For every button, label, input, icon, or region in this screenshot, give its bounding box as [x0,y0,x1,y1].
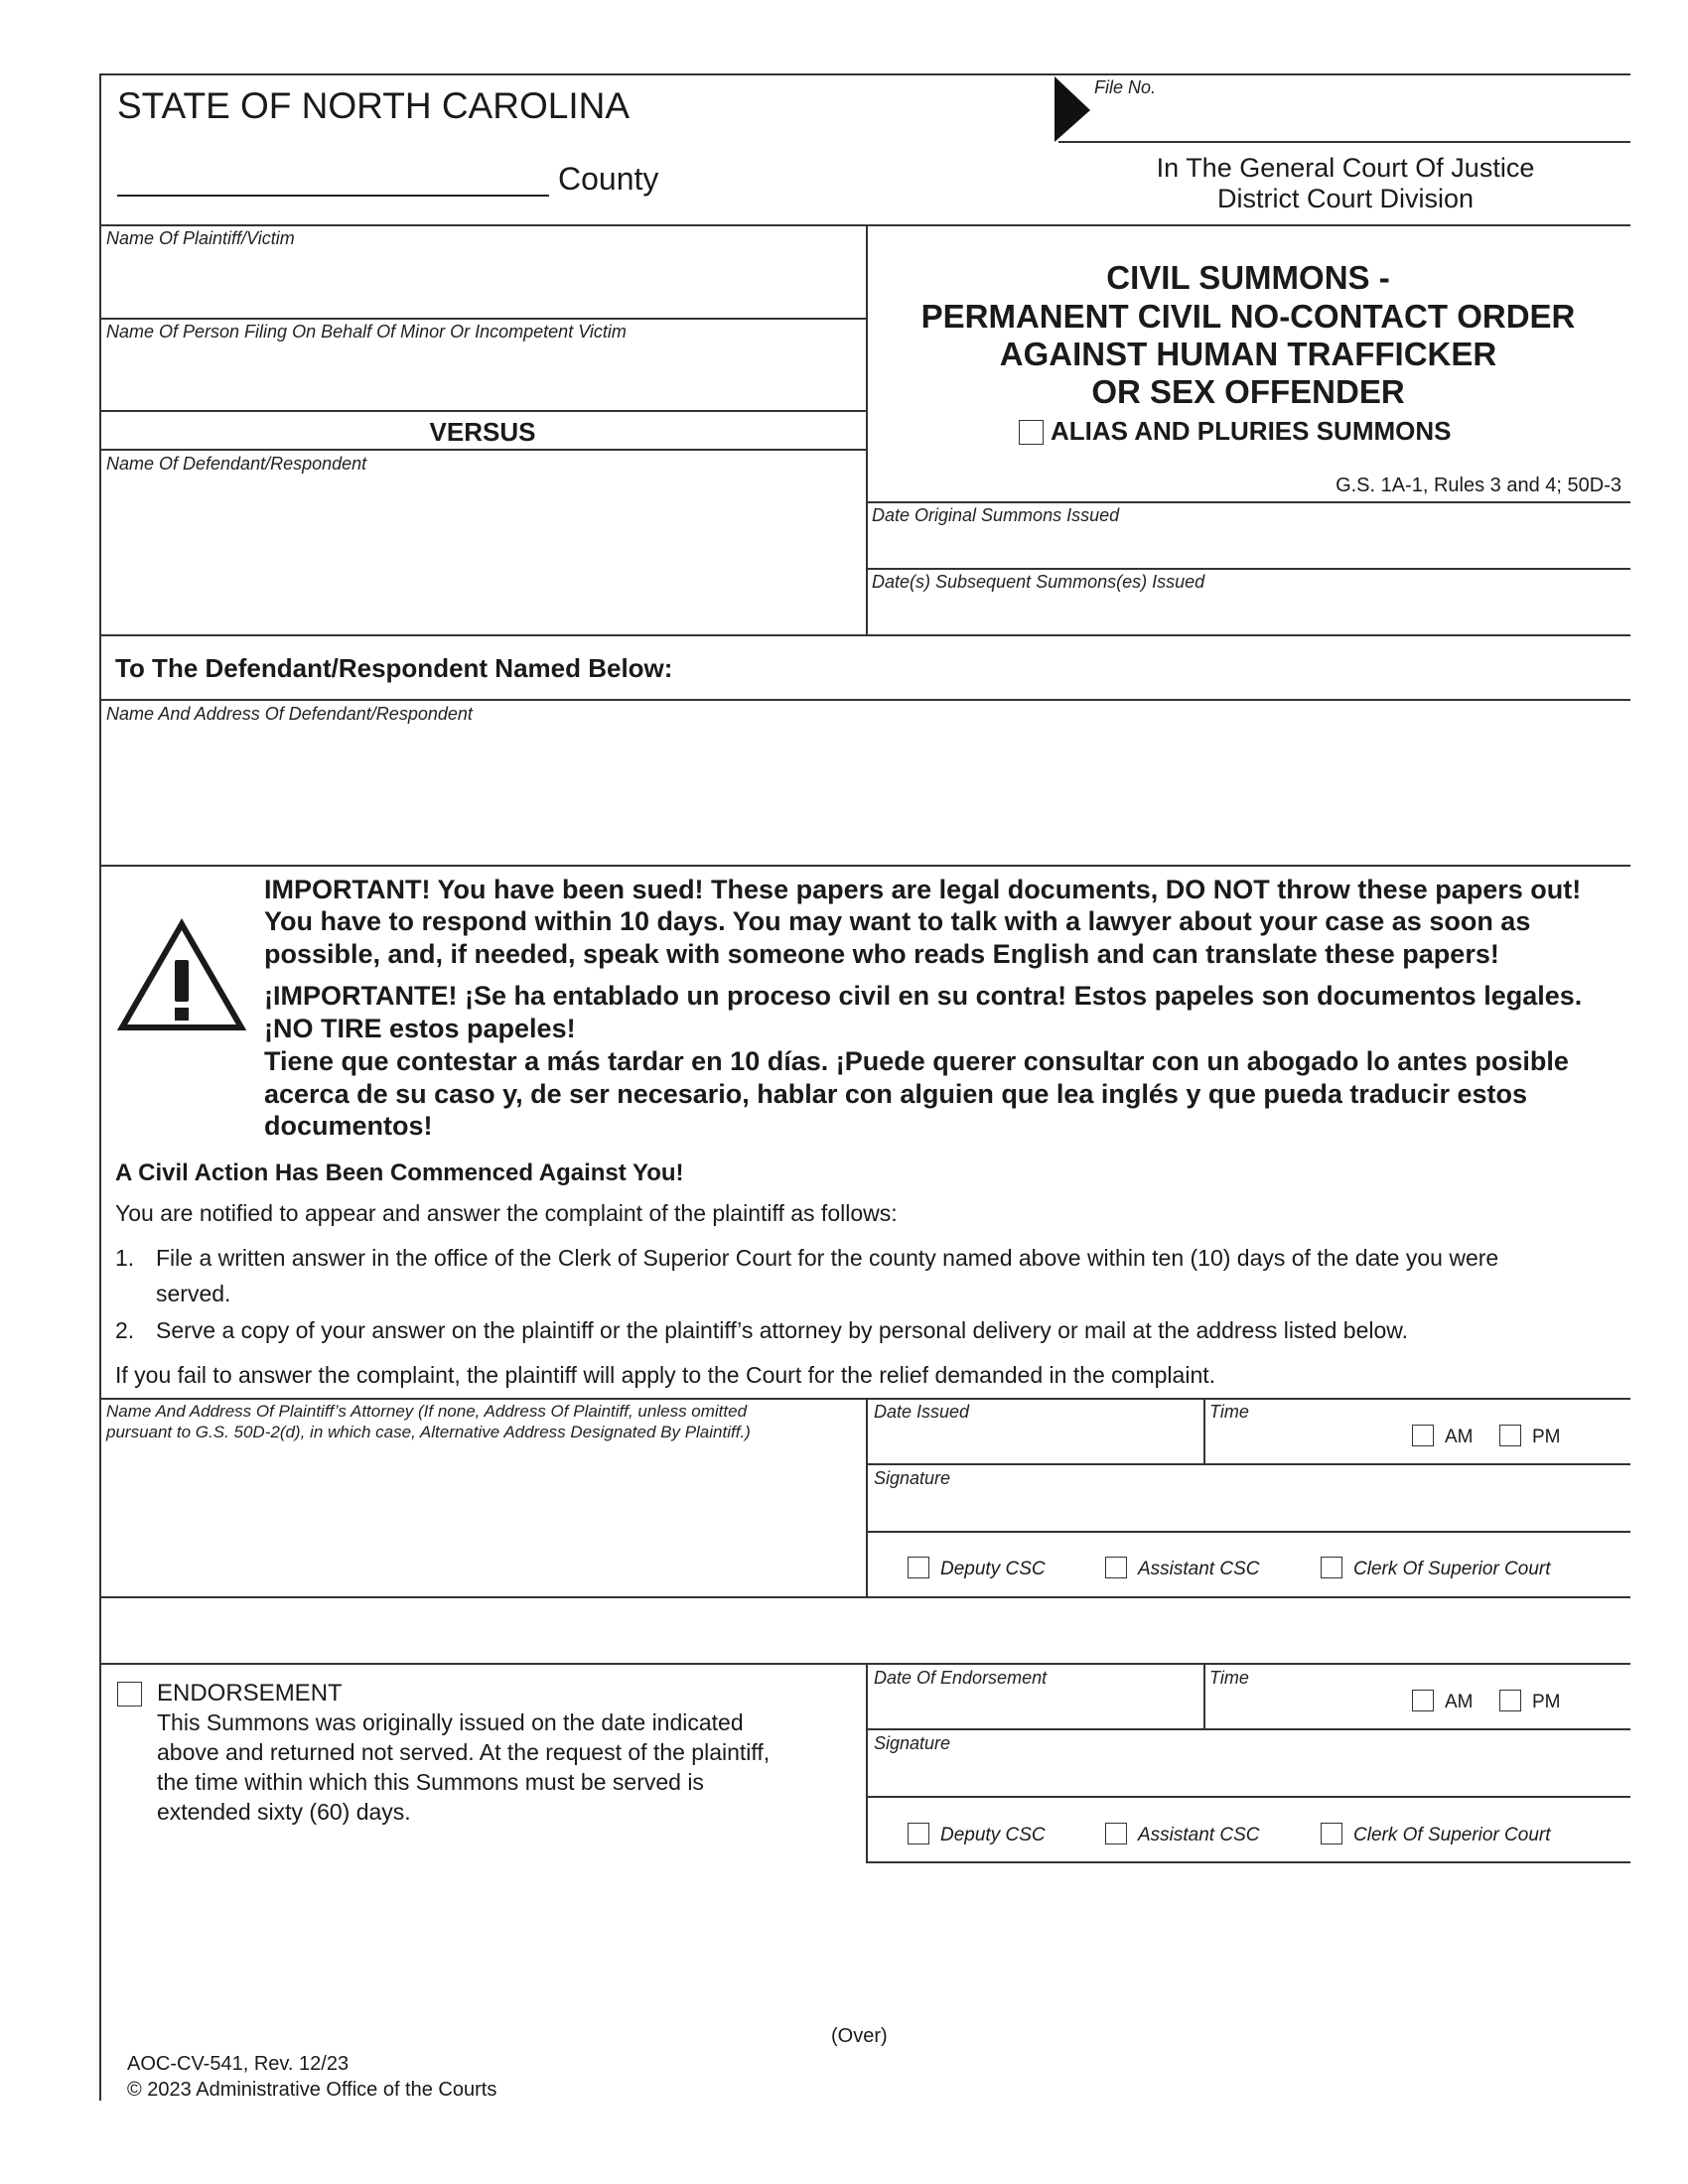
file-no-underline [1058,141,1630,143]
endorsement-signature-field[interactable] [872,1756,1626,1794]
over-note: (Over) [831,2025,888,2047]
warning-triangle-icon [117,918,246,1033]
endorsement-clerk-label: Clerk Of Superior Court [1353,1825,1551,1845]
civil-action-intro: You are notified to appear and answer the complaint of the plaintiff as follows: [115,1200,898,1226]
file-no-field[interactable] [1094,99,1630,139]
endorsement-time-label: Time [1209,1668,1249,1688]
form-title-line-4: OR SEX OFFENDER [1091,373,1405,410]
warning-en-line-2: You have to respond within 10 days. You may want to talk with a lawyer about your case as soon as [264,906,1531,936]
issued-pm-label: PM [1532,1427,1561,1447]
behalf-field[interactable] [103,343,862,409]
item-2-line-1: Serve a copy of your answer on the plaintiff or the plaintiff’s attorney by personal delivery or mail at the address listed below. [156,1317,1409,1343]
endorsement-time-divider [1203,1663,1205,1728]
endorsement-signature-underline [866,1796,1630,1798]
frame-left [99,73,101,2101]
issued-deputy-csc-checkbox[interactable] [908,1557,929,1578]
date-subsequent-label: Date(s) Subsequent Summons(es) Issued [872,572,1205,592]
to-defendant-heading: To The Defendant/Respondent Named Below: [115,653,673,683]
issued-pm-checkbox[interactable] [1499,1425,1521,1446]
fail-to-answer: If you fail to answer the complaint, the plaintiff will apply to the Court for the relief demanded in the complaint. [115,1362,1216,1388]
date-issued-label: Date Issued [874,1402,970,1422]
plaintiff-underline [99,318,866,320]
form-id: AOC-CV-541, Rev. 12/23 [127,2053,350,2075]
endorsement-date-underline [866,1728,1630,1730]
item-2-number: 2. [115,1317,135,1343]
item-1-line-1: File a written answer in the office of the Clerk of Superior Court for the county named above within ten (10) days of the date you were [156,1245,1499,1271]
court-line-2: District Court Division [1216,184,1475,213]
item-1-line-2: served. [156,1281,231,1306]
section-divider-5 [99,1596,1630,1598]
frame-top [99,73,1630,75]
warning-es-line-2: ¡NO TIRE estos papeles! [264,1014,576,1043]
copyright: © 2023 Administrative Office of the Courts [127,2079,497,2101]
endorsement-clerk-checkbox[interactable] [1321,1823,1342,1844]
civil-action-heading: A Civil Action Has Been Commenced Against You! [115,1160,684,1186]
statute-underline [866,501,1630,503]
statute-reference: G.S. 1A-1, Rules 3 and 4; 50D-3 [1336,475,1621,496]
section-divider-2 [99,634,1630,636]
county-blank[interactable] [117,195,549,197]
time-issued-label: Time [1209,1402,1249,1422]
endorsement-deputy-csc-label: Deputy CSC [940,1825,1046,1845]
endorsement-vertical-divider [866,1663,868,1861]
endorsement-assistant-csc-checkbox[interactable] [1105,1823,1127,1844]
section-divider-6 [99,1663,1630,1665]
versus-underline [99,449,866,451]
issued-vertical-divider [866,1398,868,1596]
date-endorsement-field[interactable] [872,1691,1197,1726]
date-original-underline [866,568,1630,570]
warning-en-line-3: possible, and, if needed, speak with someone who reads English and can translate these papers! [264,939,1499,969]
state-title: STATE OF NORTH CAROLINA [117,85,630,126]
endorsement-deputy-csc-checkbox[interactable] [908,1823,929,1844]
endorsement-line-2: above and returned not served. At the request of the plaintiff, [157,1739,771,1765]
form-title-line-1: CIVIL SUMMONS - [1106,259,1390,296]
behalf-underline [99,410,866,412]
date-subsequent-field[interactable] [870,594,1628,631]
endorsement-am-label: AM [1445,1692,1474,1712]
date-endorsement-label: Date Of Endorsement [874,1668,1048,1688]
form-title-line-2: PERMANENT CIVIL NO-CONTACT ORDER [920,298,1576,335]
endorsement-pm-checkbox[interactable] [1499,1690,1521,1711]
warning-es-line-1: ¡IMPORTANTE! ¡Se ha entablado un proceso civil en su contra! Estos papeles son documentos legales. [264,981,1583,1011]
section-divider-3 [99,865,1630,867]
endorsement-line-3: the time within which this Summons must be served is [157,1769,704,1795]
defendant-label: Name Of Defendant/Respondent [106,454,367,474]
endorsement-line-4: extended sixty (60) days. [157,1799,411,1825]
issued-signature-underline [866,1531,1630,1533]
to-defendant-underline [99,699,1630,701]
alias-pluries-label: ALIAS AND PLURIES SUMMONS [1051,416,1452,446]
attorney-label-line-2: pursuant to G.S. 50D-2(d), in which case, Alternative Address Designated By Plaintiff.) [106,1423,751,1441]
issued-assistant-csc-checkbox[interactable] [1105,1557,1127,1578]
defendant-field[interactable] [103,477,862,630]
section-divider-4 [99,1398,1630,1400]
issued-signature-field[interactable] [872,1491,1626,1529]
section-divider-1 [99,224,1630,226]
versus-heading: VERSUS [429,417,536,447]
attorney-label-line-1: Name And Address Of Plaintiff’s Attorney (If none, Address Of Plaintiff, unless omitted [106,1402,748,1421]
endorsement-assistant-csc-label: Assistant CSC [1138,1825,1260,1845]
plaintiff-label: Name Of Plaintiff/Victim [106,228,295,248]
endorsement-bottom-line [866,1861,1630,1863]
endorsement-am-checkbox[interactable] [1412,1690,1434,1711]
item-1-number: 1. [115,1245,135,1271]
behalf-label: Name Of Person Filing On Behalf Of Minor Or Incompetent Victim [106,322,627,341]
endorsement-signature-label: Signature [874,1733,951,1753]
issued-date-underline [866,1463,1630,1465]
issued-assistant-csc-label: Assistant CSC [1138,1559,1260,1579]
court-line-1: In The General Court Of Justice [1156,153,1535,183]
file-no-label: File No. [1094,77,1157,97]
time-vertical-divider [1203,1398,1205,1463]
issued-signature-label: Signature [874,1468,951,1488]
attorney-field[interactable] [103,1447,862,1592]
name-address-defendant-field[interactable] [103,727,1626,862]
warning-es-line-5: documentos! [264,1111,433,1141]
warning-en-line-1: IMPORTANT! You have been sued! These papers are legal documents, DO NOT throw these papers out! [264,875,1582,904]
issued-clerk-checkbox[interactable] [1321,1557,1342,1578]
warning-es-line-3: Tiene que contestar a más tardar en 10 días. ¡Puede querer consultar con un abogado lo antes posible [264,1046,1569,1076]
endorsement-checkbox[interactable] [117,1682,142,1706]
warning-es-line-4: acerca de su caso y, de ser necesario, hablar con alguien que lea inglés y que pueda traducir estos [264,1079,1527,1109]
date-issued-field[interactable] [872,1426,1197,1461]
plaintiff-field[interactable] [103,250,862,318]
county-label: County [558,161,659,197]
endorsement-pm-label: PM [1532,1692,1561,1712]
endorsement-heading: ENDORSEMENT [157,1680,343,1706]
endorsement-line-1: This Summons was originally issued on the date indicated [157,1709,744,1735]
issued-am-label: AM [1445,1427,1474,1447]
date-original-label: Date Original Summons Issued [872,505,1120,525]
date-original-field[interactable] [870,528,1628,566]
issued-am-checkbox[interactable] [1412,1425,1434,1446]
issued-clerk-label: Clerk Of Superior Court [1353,1559,1551,1579]
file-no-arrow-icon [1055,74,1094,144]
issued-deputy-csc-label: Deputy CSC [940,1559,1046,1579]
form-title-line-3: AGAINST HUMAN TRAFFICKER [999,336,1497,372]
name-address-defendant-label: Name And Address Of Defendant/Respondent [106,704,473,724]
alias-pluries-checkbox[interactable] [1019,420,1044,445]
